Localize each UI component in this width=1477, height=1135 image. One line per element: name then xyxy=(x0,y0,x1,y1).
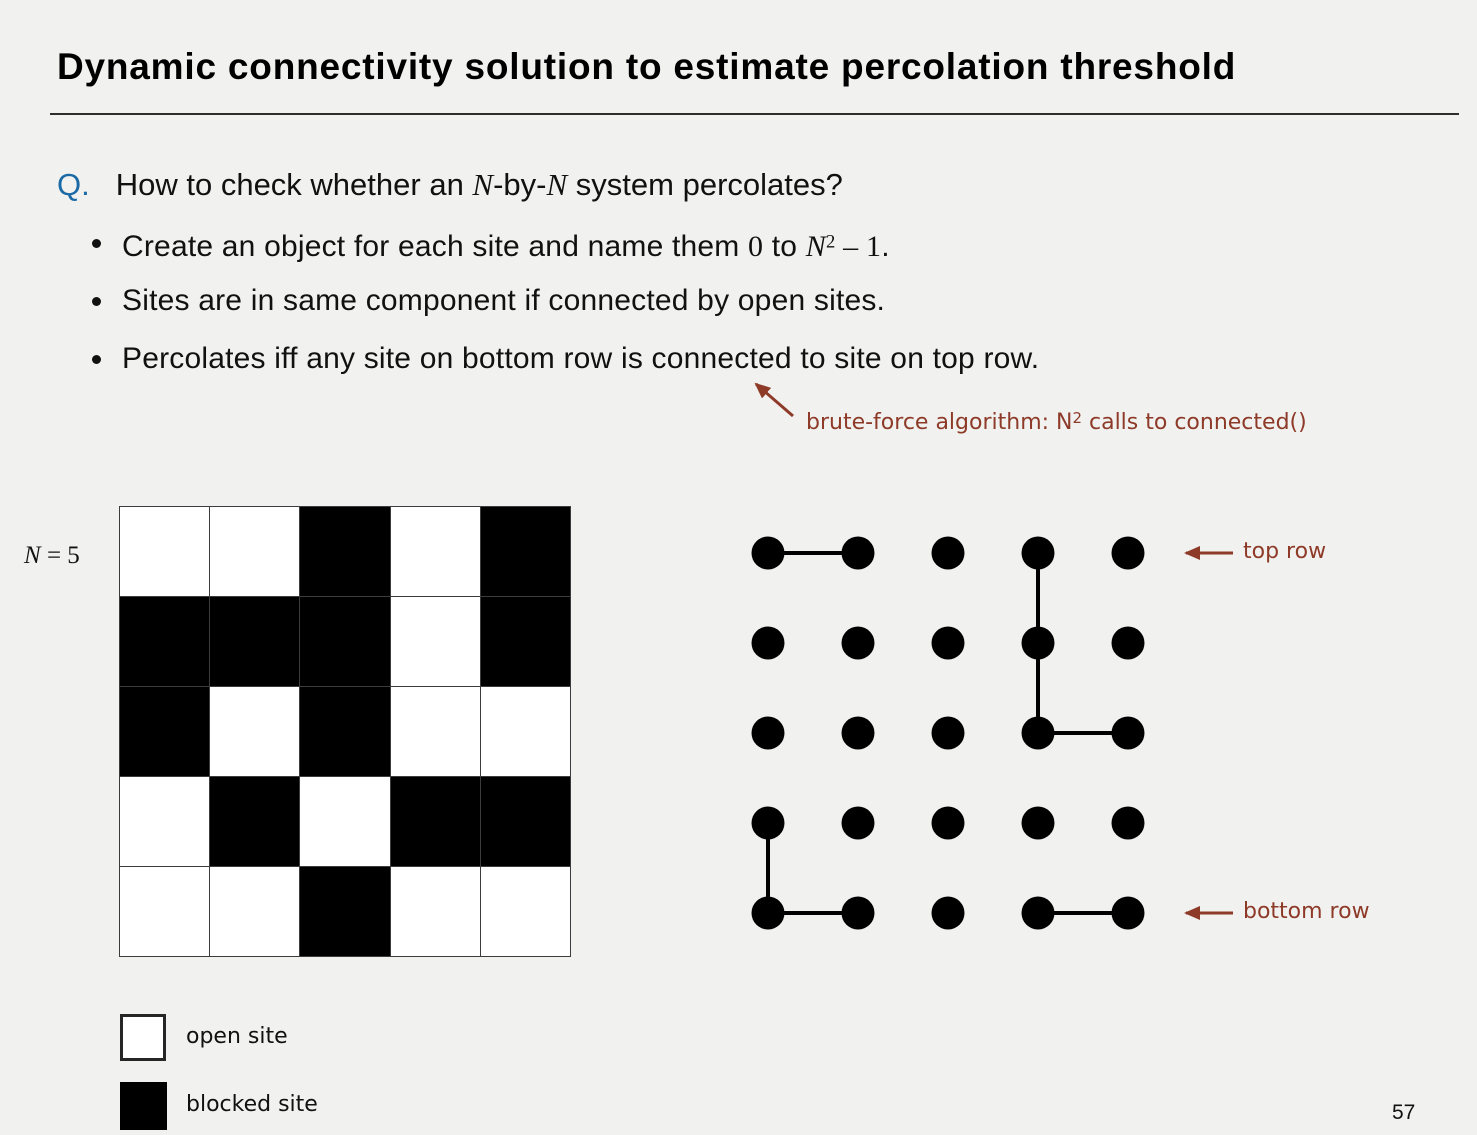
site-dot xyxy=(752,807,785,840)
annotation-arrow-icon xyxy=(756,384,793,416)
text-segment: N xyxy=(546,167,568,202)
text-segment: N xyxy=(24,542,41,569)
grid-cell-open xyxy=(300,777,389,866)
text-segment: How to check whether an xyxy=(115,167,473,202)
site-dot xyxy=(1112,717,1145,750)
bullet-text xyxy=(122,284,885,317)
site-dot xyxy=(842,807,875,840)
bottom-row-label: bottom row xyxy=(1243,899,1370,924)
text-segment: N xyxy=(805,230,826,264)
text-segment: 2 xyxy=(1072,409,1082,427)
text-segment: brute-force algorithm: N xyxy=(806,409,1073,435)
site-dot xyxy=(752,537,785,570)
question-marker: Q. xyxy=(57,167,90,202)
site-dot xyxy=(842,537,875,570)
site-dot xyxy=(752,627,785,660)
grid-cell-open xyxy=(481,687,570,776)
site-dot xyxy=(752,717,785,750)
site-dot xyxy=(1112,897,1145,930)
text-segment: calls to connected() xyxy=(1082,409,1307,435)
text-segment: to xyxy=(763,230,806,264)
site-dot xyxy=(1022,897,1055,930)
site-dot xyxy=(752,897,785,930)
bullet-item-3 xyxy=(122,341,1039,377)
grid-cell-blocked xyxy=(120,597,209,686)
question-line xyxy=(57,167,843,203)
grid-size-label xyxy=(24,542,80,570)
bullet-item-2 xyxy=(122,283,885,319)
site-dot xyxy=(932,537,965,570)
site-dot xyxy=(1022,807,1055,840)
bullet-item-1 xyxy=(122,225,890,265)
grid-cell-open xyxy=(391,597,480,686)
grid-cell-open xyxy=(120,777,209,866)
page-title: Dynamic connectivity solution to estimate percolation threshold xyxy=(57,46,1237,87)
site-dot xyxy=(1022,537,1055,570)
text-segment: -by- xyxy=(493,167,547,202)
grid-cell-open xyxy=(120,867,209,956)
site-dot xyxy=(1112,627,1145,660)
site-dot xyxy=(932,807,965,840)
text-segment: = 5 xyxy=(40,542,80,569)
grid-cell-blocked xyxy=(300,597,389,686)
grid-cell-blocked xyxy=(300,507,389,596)
blocked-site-label: blocked site xyxy=(186,1092,318,1117)
open-site-label: open site xyxy=(186,1024,288,1049)
text-segment: 2 xyxy=(825,232,836,253)
site-dot xyxy=(1112,807,1145,840)
bullet-text xyxy=(122,342,1039,375)
grid-cell-open xyxy=(481,867,570,956)
site-dot xyxy=(842,897,875,930)
grid-cell-blocked xyxy=(210,777,299,866)
site-dot xyxy=(1112,537,1145,570)
grid-cell-blocked xyxy=(481,507,570,596)
brute-force-annotation xyxy=(806,409,1307,435)
grid-cell-open xyxy=(391,507,480,596)
text-segment: N xyxy=(472,167,494,202)
page-number: 57 xyxy=(1392,1101,1416,1124)
percolation-grid xyxy=(119,506,571,957)
text-segment: Percolates iff any site on bottom row is connected to site on top row. xyxy=(122,342,1040,375)
grid-cell-blocked xyxy=(481,597,570,686)
grid-cell-blocked xyxy=(391,777,480,866)
top-row-label: top row xyxy=(1243,539,1327,564)
blocked-site-swatch xyxy=(120,1082,167,1130)
site-dot xyxy=(842,627,875,660)
grid-cell-blocked xyxy=(120,687,209,776)
grid-cell-open xyxy=(391,687,480,776)
site-dot xyxy=(932,897,965,930)
text-segment: system percolates? xyxy=(567,167,843,202)
text-segment: 0 xyxy=(748,230,764,264)
grid-cell-open xyxy=(120,507,209,596)
grid-cell-blocked xyxy=(210,597,299,686)
grid-cell-blocked xyxy=(300,867,389,956)
grid-cell-open xyxy=(210,867,299,956)
text-segment: . xyxy=(881,230,890,264)
site-dot xyxy=(932,627,965,660)
text-segment: – 1 xyxy=(835,230,882,264)
grid-cell-blocked xyxy=(300,687,389,776)
question-text xyxy=(116,167,843,202)
text-segment: Sites are in same component if connected by open sites. xyxy=(122,284,886,317)
site-dot xyxy=(1022,717,1055,750)
site-dot xyxy=(932,717,965,750)
bullet-text xyxy=(122,230,890,263)
grid-cell-open xyxy=(210,507,299,596)
grid-cell-open xyxy=(210,687,299,776)
grid-cell-open xyxy=(391,867,480,956)
bullet-icon xyxy=(92,355,101,364)
grid-cell-blocked xyxy=(481,777,570,866)
text-segment: Create an object for each site and name them xyxy=(122,230,749,264)
connectivity-diagram xyxy=(700,370,1280,970)
title-underline xyxy=(50,113,1459,115)
open-site-swatch xyxy=(120,1014,166,1061)
site-dot xyxy=(1022,627,1055,660)
site-dot xyxy=(842,717,875,750)
bullet-icon xyxy=(92,297,101,306)
bullet-icon xyxy=(92,239,101,248)
